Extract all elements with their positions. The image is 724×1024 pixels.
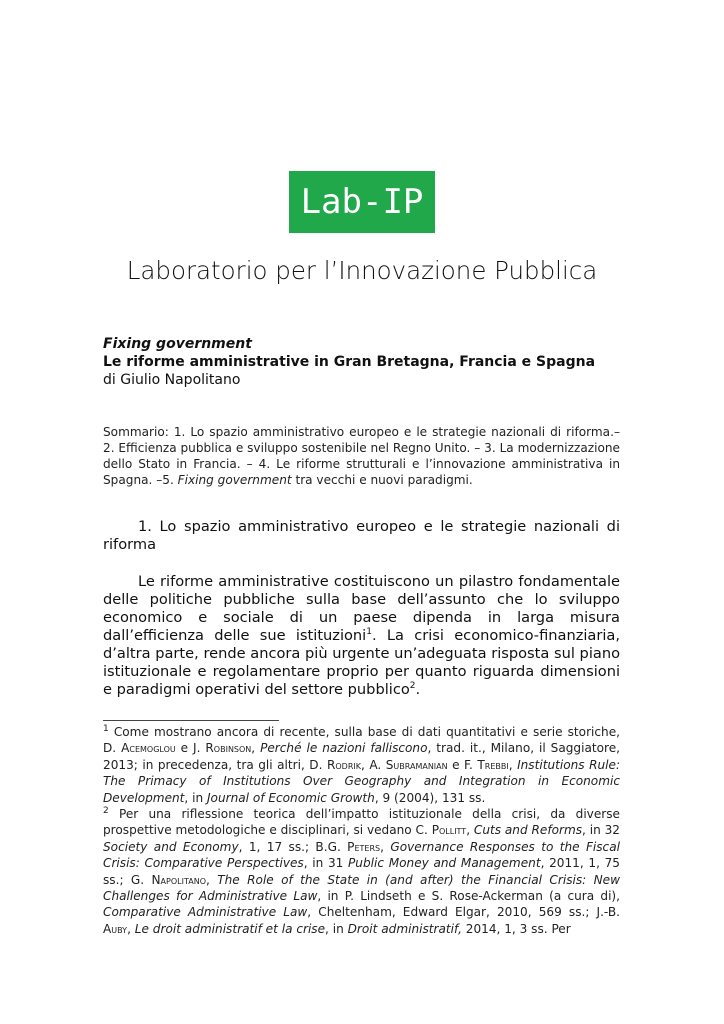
summary-italic: Fixing government <box>177 473 292 487</box>
footnote-number: 1 <box>103 723 109 734</box>
logo-text: Lab-IP <box>300 182 424 222</box>
section-heading: 1. Lo spazio amministrativo europeo e le strategie nazionali di riforma <box>103 518 620 553</box>
fn-author: Trebbi <box>477 757 509 772</box>
fn-text: 2014, 1, 3 ss. Per <box>461 921 571 936</box>
summary <box>103 424 620 488</box>
fn-author: Acemoglou <box>121 741 176 756</box>
lab-ip-logo <box>289 171 435 233</box>
fn-text: , in <box>184 790 207 805</box>
article-headline: Le riforme amministrative in Gran Bretagna, Francia e Spagna <box>103 354 596 370</box>
fn-text: , <box>206 872 218 887</box>
article-byline: di Giulio Napolitano <box>103 372 241 388</box>
fn-author: Pollitt <box>431 823 467 838</box>
footnotes <box>103 724 620 937</box>
fn-text: e F. <box>447 757 478 772</box>
fn-text: , in 32 <box>582 823 620 838</box>
fn-title: Droit administratif, <box>347 921 462 936</box>
fn-text: Per una riflessione teorica dell’impatto istituzionale della crisi, da diverse prospettive metodologiche e disciplinari, si vedano C. <box>103 807 620 838</box>
fn-text: , <box>380 839 391 854</box>
summary-text-end: tra vecchi e nuovi paradigmi. <box>291 473 473 487</box>
fn-text: , <box>251 741 261 756</box>
fn-title: Perché le nazioni falliscono <box>260 741 428 756</box>
fn-text: , in <box>325 921 348 936</box>
summary-text: Sommario: 1. Lo spazio amministrativo europeo e le strategie nazionali di riforma.– 2. Efficienza pubblica e sviluppo sostenibile nel Regno Unito. – 3. La modernizzazione dello Stato in Francia. – 4. Le riforme strutturali e l’innovazione amministrativa in Spagna. –5. <box>103 425 620 487</box>
fn-title: Comparative Administrative Law <box>103 905 308 920</box>
fn-title: Governance Responses to the Fiscal Crisis: Comparative Perspectives <box>103 839 620 871</box>
fn-text: , 1, 17 ss.; B.G. <box>238 839 348 854</box>
fn-text: , 2011, 1, 75 ss.; G. <box>103 856 620 887</box>
footnote-separator <box>103 720 279 721</box>
body-paragraph <box>103 573 620 699</box>
fn-author: Napolitano <box>151 872 206 887</box>
fn-title: Public Money and Management <box>348 856 541 871</box>
article-header <box>103 335 623 389</box>
fn-author: Rodrik <box>326 757 361 772</box>
footnote-number: 2 <box>103 806 109 816</box>
footnote-1 <box>103 724 620 806</box>
fn-text: , trad. it., Milano, il Saggiatore, 2013; in precedenza, tra gli altri, D. <box>103 741 620 772</box>
paragraph-text: . <box>415 681 421 698</box>
fn-text: , <box>127 921 135 936</box>
fn-title: Le droit administratif et la crise <box>134 921 326 936</box>
fn-title: Cuts and Reforms <box>473 823 583 838</box>
paragraph-text: . La crisi economico-finanziaria, d’altra parte, rende ancora più urgente un’adeguata risposta sul piano istituzionale e regolamentare proprio per quanto riguarda dimensioni e paradigmi operativi del settore pubblico <box>103 627 620 698</box>
lab-title: Laboratorio per l’Innovazione Pubblica <box>126 256 598 285</box>
fn-text: , 9 (2004), 131 ss. <box>374 790 486 805</box>
fn-title: Institutions Rule: The Primacy of Institutions Over Geography and Integration in Economic Development <box>103 757 621 805</box>
article-kicker: Fixing government <box>103 336 252 352</box>
fn-text: , <box>508 757 518 772</box>
footnote-2 <box>103 806 620 937</box>
footnote-ref-2[interactable]: 2 <box>409 681 416 692</box>
fn-text: e J. <box>175 741 206 756</box>
fn-author: Subramanian <box>385 757 448 772</box>
footnote-ref-1[interactable]: 1 <box>366 627 372 638</box>
fn-author: Robinson <box>205 741 252 756</box>
fn-text: , A. <box>360 757 386 772</box>
fn-text: , Cheltenham, Edward Elgar, 2010, 569 ss.; J.-B. <box>307 905 621 920</box>
fn-text: , <box>466 823 474 838</box>
fn-text: , in 31 <box>303 856 349 871</box>
fn-author: Peters <box>347 839 381 854</box>
fn-author: Auby <box>103 921 128 936</box>
fn-text: Come mostrano ancora di recente, sulla base di dati quantitativi e serie storiche, D. <box>103 725 620 756</box>
paragraph-text: Le riforme amministrative costituiscono un pilastro fondamentale delle politiche pubbliche sulla base dell’assunto che lo sviluppo economico e sociale di un paese dipenda in larga misura dall’efficienza delle sue istituzioni <box>103 573 620 644</box>
fn-title: Society and Economy <box>103 839 239 854</box>
fn-title: Journal of Economic Growth <box>206 790 375 805</box>
fn-title: The Role of the State in (and after) the Financial Crisis: New Challenges for Administrative Law <box>103 872 620 904</box>
fn-text: , in P. Lindseth e S. Rose-Ackerman (a cura di), <box>317 889 620 904</box>
